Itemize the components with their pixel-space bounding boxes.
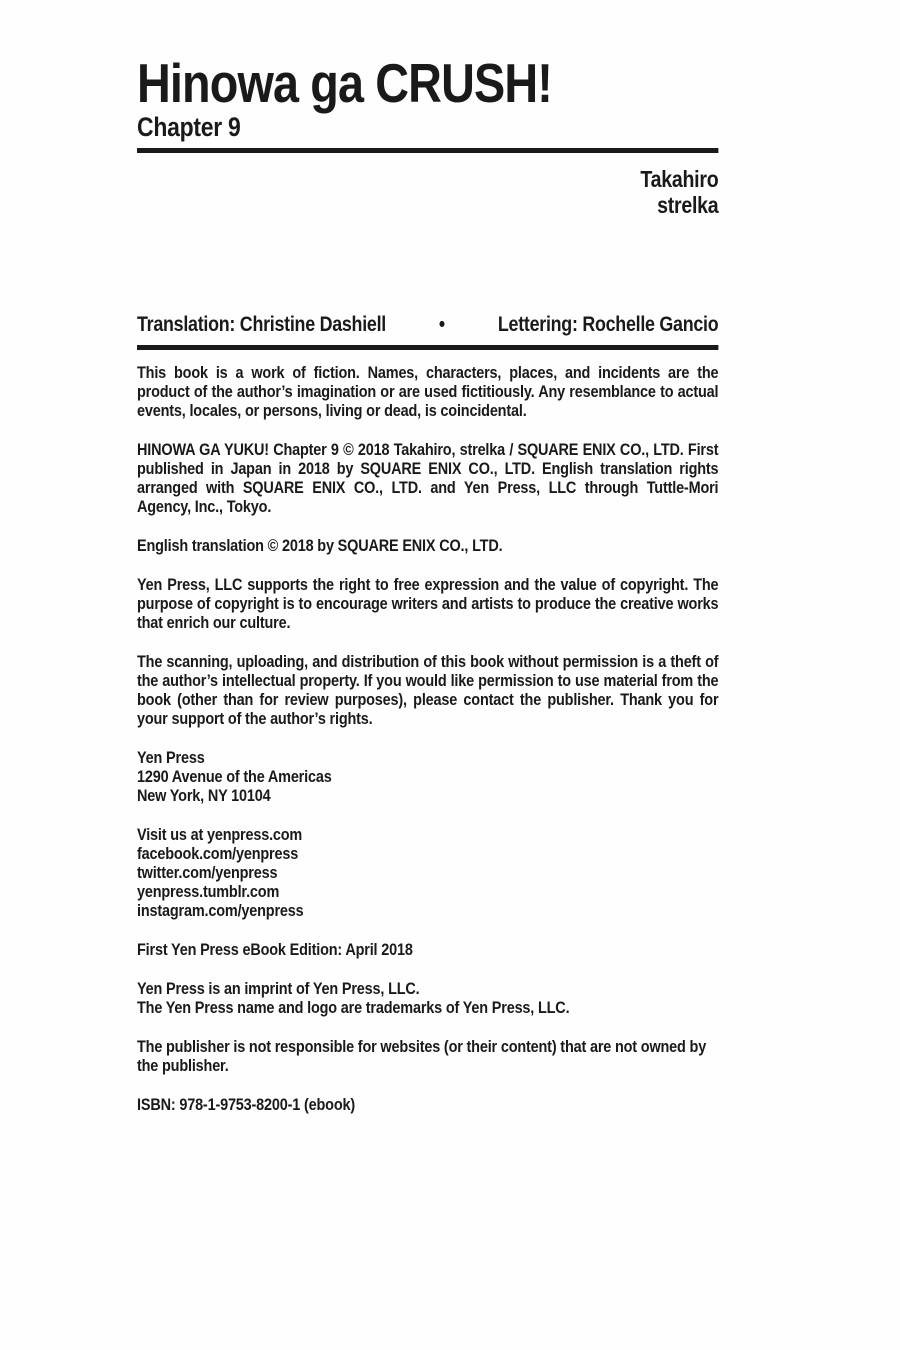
bullet-separator: • — [438, 313, 445, 336]
publisher-address-block — [137, 748, 718, 805]
facebook-link: facebook.com/yenpress — [137, 844, 299, 863]
website-disclaimer-paragraph: The publisher is not responsible for websites (or their content) that are not owned by the publisher. — [137, 1037, 707, 1075]
tumblr-link: yenpress.tumblr.com — [137, 882, 280, 901]
author-name: Takahiro — [640, 166, 719, 192]
twitter-link: twitter.com/yenpress — [137, 863, 278, 882]
imprint-line: Yen Press is an imprint of Yen Press, LLC. — [137, 979, 420, 998]
fiction-disclaimer-paragraph: This book is a work of fiction. Names, characters, places, and incidents are the product of the author’s imagination or are used fictitiously. Any resemblance to actual events, locales, or persons, living or dead, is coincidental. — [137, 363, 719, 420]
author-block — [137, 166, 718, 218]
title-divider — [137, 148, 718, 153]
book-title: Hinowa ga CRUSH! — [137, 52, 552, 114]
address-line: 1290 Avenue of the Americas — [137, 767, 332, 786]
website-link: Visit us at yenpress.com — [137, 825, 303, 844]
chapter-heading: Chapter 9 — [137, 112, 241, 142]
original-copyright-paragraph: HINOWA GA YUKU! Chapter 9 © 2018 Takahiro, strelka / SQUARE ENIX CO., LTD. First published in Japan in 2018 by SQUARE ENIX CO., LTD. English translation rights arranged with SQUARE ENIX CO., LTD. and Yen Press, LLC through Tuttle-Mori Agency, Inc., Tokyo. — [137, 440, 719, 516]
translation-copyright-line: English translation © 2018 by SQUARE ENIX CO., LTD. — [137, 536, 503, 555]
instagram-link: instagram.com/yenpress — [137, 901, 304, 920]
publisher-name: Yen Press — [137, 748, 205, 767]
free-expression-paragraph: Yen Press, LLC supports the right to free expression and the value of copyright. The purpose of copyright is to encourage writers and artists to produce the creative works that enrich our culture. — [137, 575, 719, 632]
imprint-line: The Yen Press name and logo are trademarks of Yen Press, LLC. — [137, 998, 570, 1017]
address-line: New York, NY 10104 — [137, 786, 271, 805]
translation-credit: Translation: Christine Dashiell — [137, 313, 386, 336]
credits-line — [137, 313, 718, 336]
imprint-notice-block — [137, 979, 718, 1017]
publisher-links-block — [137, 825, 718, 920]
piracy-notice-paragraph: The scanning, uploading, and distribution of this book without permission is a theft of the author’s intellectual property. If you would like permission to use material from the book (other than for review purposes), please contact the publisher. Thank you for your support of the author’s rights. — [137, 652, 719, 728]
first-edition-line: First Yen Press eBook Edition: April 2018 — [137, 940, 413, 959]
isbn-line: ISBN: 978-1-9753-8200-1 (ebook) — [137, 1095, 355, 1114]
content-column — [137, 0, 718, 1114]
artist-name: strelka — [657, 192, 719, 218]
lettering-credit: Lettering: Rochelle Gancio — [497, 313, 719, 336]
credits-divider — [137, 345, 718, 350]
